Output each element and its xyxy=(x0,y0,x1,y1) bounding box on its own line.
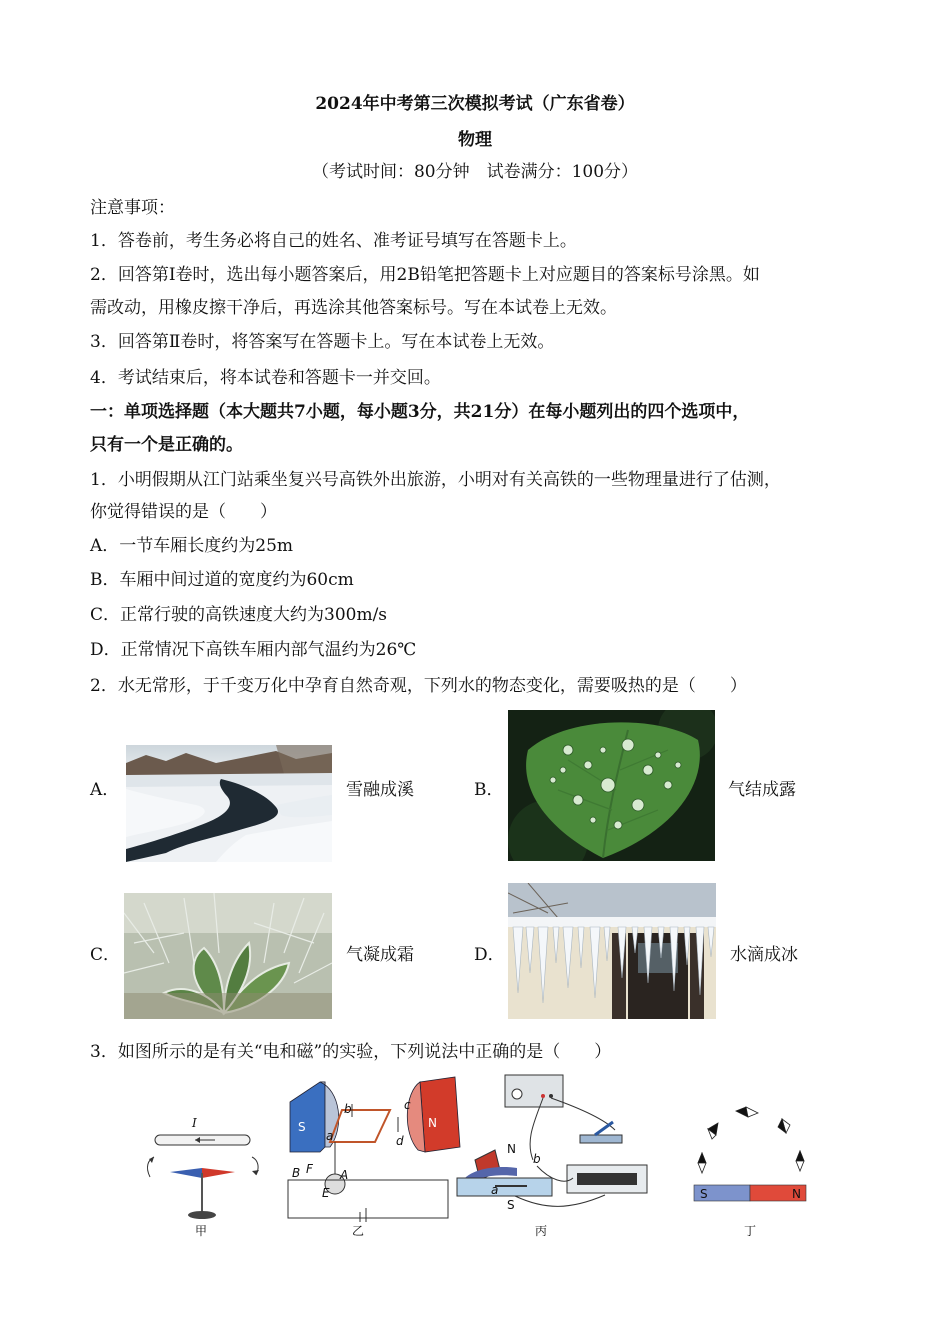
option-c-letter: C． xyxy=(90,945,121,965)
option-c-caption: 气凝成霜 xyxy=(346,945,414,965)
figure-jia-caption: 甲 xyxy=(195,1224,208,1238)
rod-b-label: b xyxy=(533,1152,541,1166)
figure-bing-caption: 丙 xyxy=(535,1224,548,1238)
question-1-option-a: A．一节车厢长度约为25m xyxy=(90,536,294,556)
option-a-letter: A． xyxy=(90,780,120,800)
notes-heading: 注意事项： xyxy=(90,198,175,218)
point-F-label: F xyxy=(306,1162,313,1176)
option-a-caption: 雪融成溪 xyxy=(346,780,414,800)
bar-magnet-s-label: S xyxy=(700,1187,708,1201)
dew-leaf-photo xyxy=(508,710,715,861)
figure-yi-caption: 乙 xyxy=(352,1224,365,1238)
point-d-label: d xyxy=(396,1134,404,1148)
figure-bing xyxy=(455,1070,655,1222)
pole-n-label: N xyxy=(507,1142,516,1156)
current-label: I xyxy=(192,1116,197,1130)
note-item: 1．答卷前，考生务必将自己的姓名、准考证号填写在答题卡上。 xyxy=(90,231,577,251)
point-E-label: E xyxy=(322,1186,330,1200)
note-item: 4．考试结束后，将本试卷和答题卡一并交回。 xyxy=(90,368,441,388)
exam-title: 2024年中考第三次模拟考试（广东省卷） xyxy=(315,94,635,114)
note-item: 3．回答第Ⅱ卷时，将答案写在答题卡上。写在本试卷上无效。 xyxy=(90,332,555,352)
pole-s-label: S xyxy=(507,1198,515,1212)
exam-info: （考试时间：80分钟 试卷满分：100分） xyxy=(311,162,639,182)
question-3-stem: 3．如图所示的是有关“电和磁”的实验，下列说法中正确的是（ ） xyxy=(90,1042,612,1062)
bar-magnet-n-label: N xyxy=(792,1187,801,1201)
section-heading: 一：单项选择题（本大题共7小题，每小题3分，共21分）在每小题列出的四个选项中， xyxy=(90,402,750,422)
figure-yi xyxy=(280,1072,465,1222)
question-2-stem: 2．水无常形，于千变万化中孕育自然奇观，下列水的物态变化，需要吸热的是（ ） xyxy=(90,676,747,696)
note-item: 2．回答第Ⅰ卷时，选出每小题答案后，用2B铅笔把答题卡上对应题目的答案标号涂黑。如 xyxy=(90,265,760,285)
question-1-option-b: B．车厢中间过道的宽度约为60cm xyxy=(90,570,354,590)
question-1-stem: 1．小明假期从江门站乘坐复兴号高铁外出旅游，小明对有关高铁的一些物理量进行了估测， xyxy=(90,470,781,490)
point-c-label: c xyxy=(404,1098,411,1112)
point-a-label: a xyxy=(326,1129,334,1143)
section-heading-cont: 只有一个是正确的。 xyxy=(90,435,243,455)
figure-ding xyxy=(688,1105,813,1205)
note-item: 需改动，用橡皮擦干净后，再选涂其他答案标号。写在本试卷上无效。 xyxy=(90,298,617,318)
option-d-letter: D． xyxy=(474,945,505,965)
frost-plant-photo xyxy=(124,893,332,1019)
option-b-letter: B． xyxy=(474,780,504,800)
point-A-label: A xyxy=(340,1168,349,1182)
icicles-photo xyxy=(508,883,716,1019)
magnet-s-label: S xyxy=(298,1120,306,1134)
question-1-option-c: C．正常行驶的高铁速度大约为300m/s xyxy=(90,605,388,625)
figure-ding-caption: 丁 xyxy=(744,1224,757,1238)
question-1-stem-cont: 你觉得错误的是（ ） xyxy=(90,502,277,522)
subject-title: 物理 xyxy=(458,130,492,150)
magnet-n-label: N xyxy=(428,1116,437,1130)
point-B-label: B xyxy=(292,1166,301,1180)
point-b-label: b xyxy=(344,1102,352,1116)
question-1-option-d: D．正常情况下高铁车厢内部气温约为26℃ xyxy=(90,640,417,660)
figure-jia xyxy=(140,1115,270,1225)
snow-stream-photo xyxy=(126,745,332,862)
option-b-caption: 气结成露 xyxy=(728,780,796,800)
option-d-caption: 水滴成冰 xyxy=(730,945,798,965)
rod-a-label: a xyxy=(491,1183,499,1197)
